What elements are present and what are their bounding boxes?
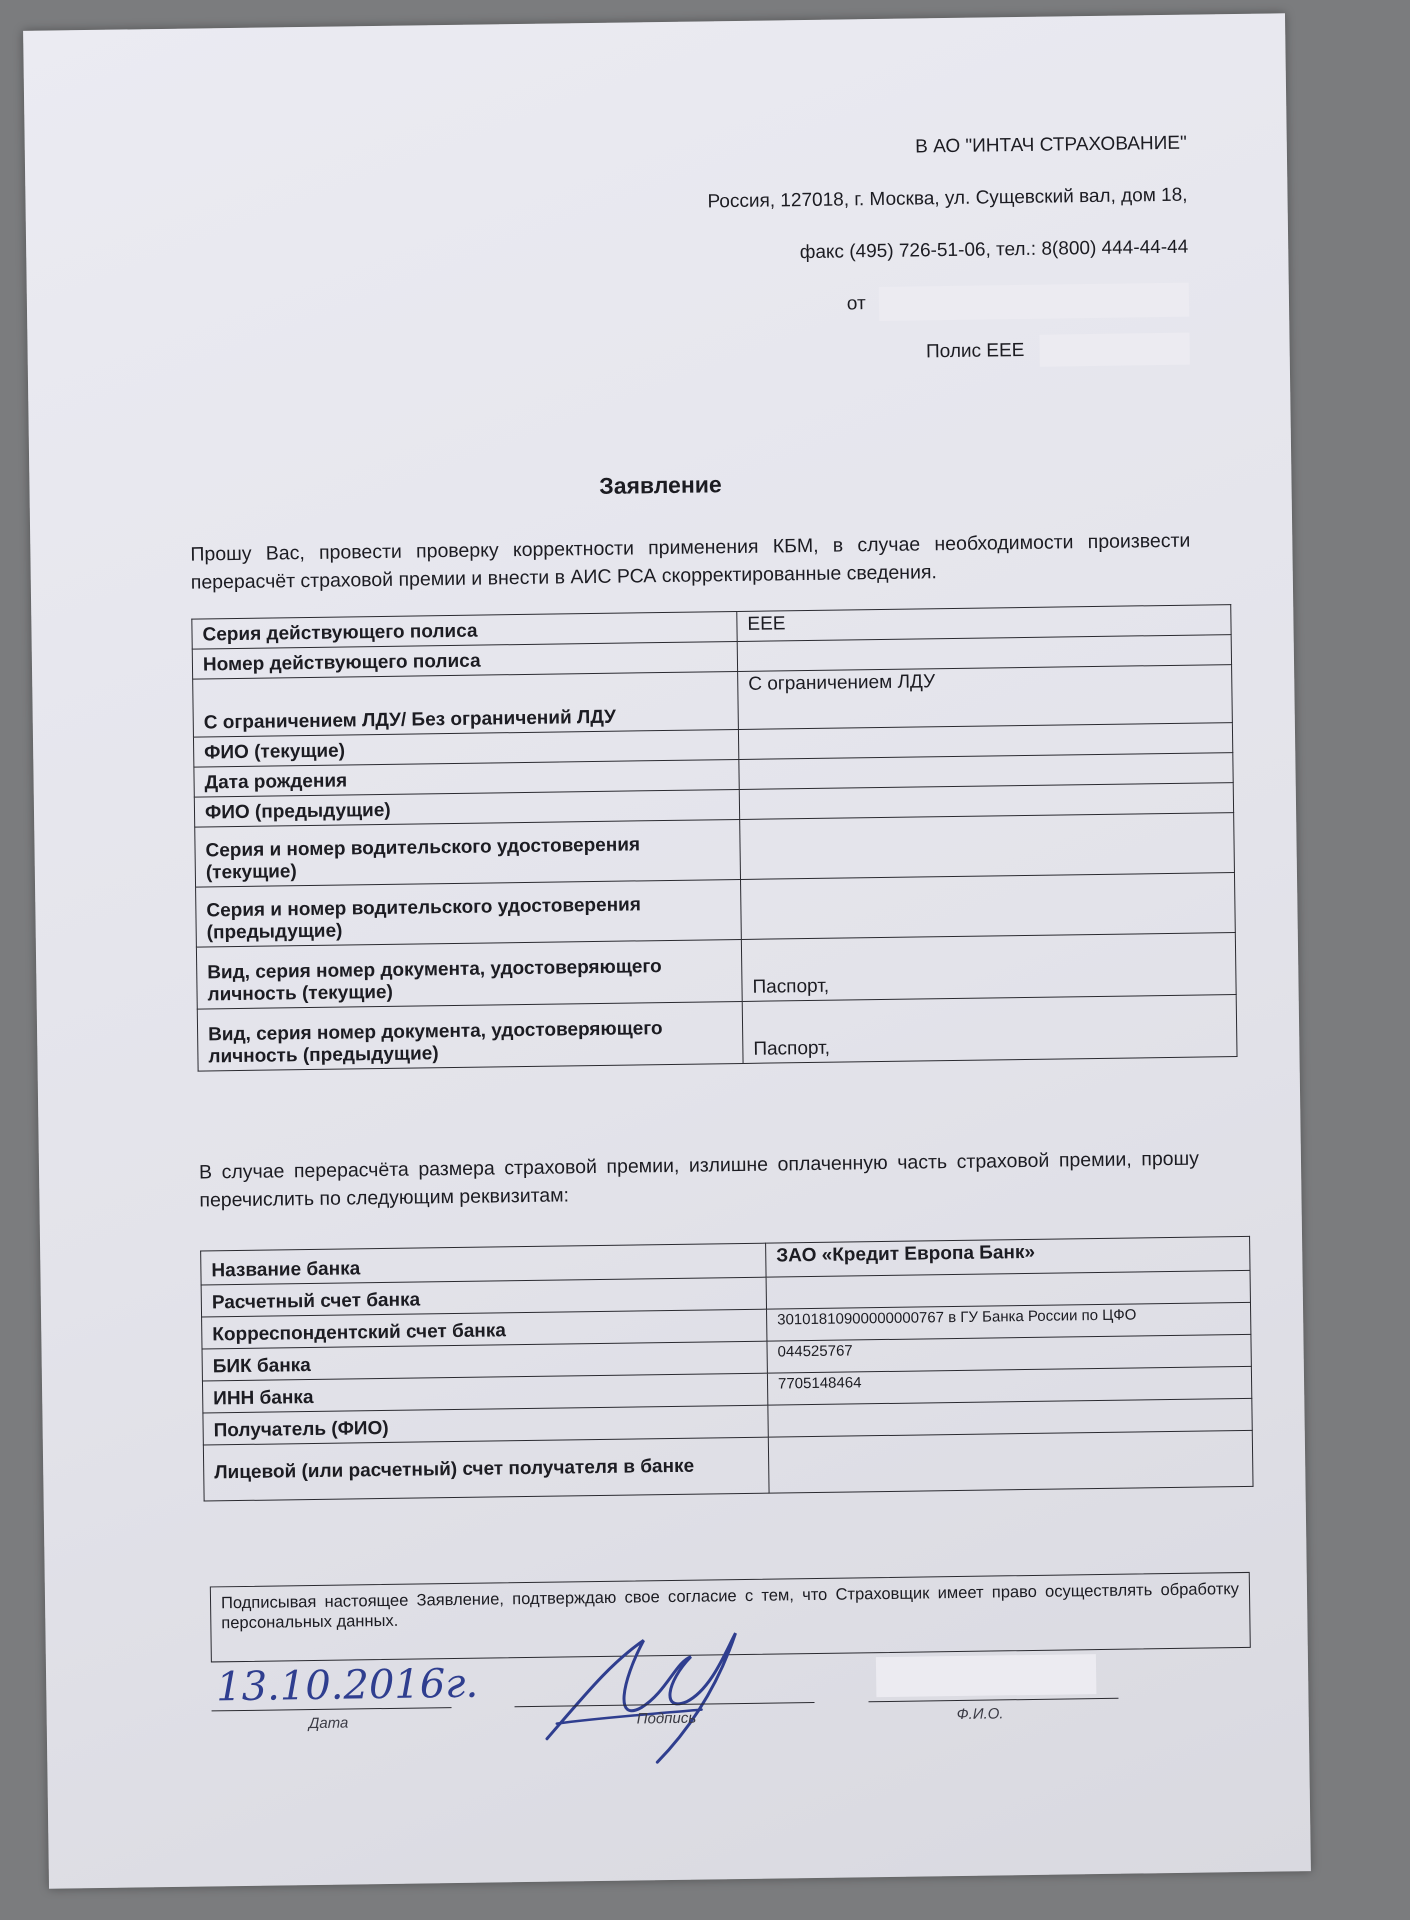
redacted-policy-number [1039,333,1189,367]
row-label: БИК банка [202,1341,767,1381]
row-label: ИНН банка [202,1373,767,1413]
row-value [768,1430,1253,1493]
redacted-sender [879,283,1189,321]
row-value: 044525767 [767,1334,1251,1373]
row-value: ЗАО «Кредит Европа Банк» [766,1236,1250,1277]
row-label: Корреспондентский счет банка [202,1309,767,1349]
row-label: Расчетный счет банка [201,1277,766,1317]
intro-paragraph: Прошу Вас, провести проверку корректности применения КБМ, в случае необходимости произвести перерасчёт страховой премии и внести в АИС РСА скорректированные сведения. [190,529,1191,594]
name-line [868,1698,1118,1702]
consent-box: Подписывая настоящее Заявление, подтверждаю свое согласие с тем, что Страховщик имеет право осуществлять обработку персональных данных. [210,1572,1251,1663]
row-label: Серия и номер водительского удостоверения (предыдущие) [196,879,742,947]
signature-scribble [525,1621,777,1774]
row-value: 30101810900000000767 в ГУ Банка России по ЦФО [767,1302,1251,1341]
row-value [741,873,1236,940]
from-line [847,283,1190,322]
row-value: Паспорт, [742,995,1237,1064]
policy-line [926,333,1190,369]
row-value: ЕЕЕ [737,605,1231,642]
recipient-line: В АО "ИНТАЧ СТРАХОВАНИЕ" [915,132,1187,158]
row-value: Паспорт, [741,933,1236,1002]
document-title: Заявление [599,471,722,499]
redacted-signer-name [876,1654,1097,1697]
handwritten-date: 13.10.2016г. [215,1660,479,1711]
date-label: Дата [308,1714,349,1733]
row-label: Вид, серия номер документа, удостоверяющего личность (предыдущие) [197,1001,743,1071]
contacts-line: факс (495) 726-51-06, тел.: 8(800) 444-44-44 [799,236,1189,264]
row-label: ФИО (текущие) [193,729,738,767]
row-label: Дата рождения [194,759,739,797]
row-label: Серия и номер водительского удостоверения (текущие) [195,819,741,887]
refund-paragraph: В случае перерасчёта размера страховой премии, излишне оплаченную часть страховой премии, прошу перечислить по следующим реквизитам: [198,1147,1200,1212]
row-label: Номер действующего полиса [192,641,737,679]
table-row [197,995,1237,1072]
row-label: Вид, серия номер документа, удостоверяющего личность (текущие) [196,939,742,1009]
row-label: Серия действующего полиса [192,611,737,649]
row-label: ФИО (предыдущие) [194,789,739,827]
address-line: Россия, 127018, г. Москва, ул. Сущевский вал, дом 18, [707,184,1188,213]
policy-table [191,604,1237,1071]
row-label: Название банка [201,1243,766,1285]
row-label: С ограничением ЛДУ/ Без ограничений ЛДУ [193,671,739,737]
row-label: Лицевой (или расчетный) счет получателя в банке [203,1437,769,1501]
row-label: Получатель (ФИО) [203,1405,768,1445]
application-sheet [23,13,1311,1888]
from-label: от [846,293,866,315]
bank-table [200,1236,1253,1502]
row-value: 7705148464 [767,1366,1251,1405]
signature-label: Подпись [636,1709,697,1728]
policy-label: Полис ЕЕЕ [925,339,1025,363]
row-value: С ограничением ЛДУ [738,665,1233,730]
row-value [740,813,1235,880]
name-label: Ф.И.О. [956,1705,1004,1724]
